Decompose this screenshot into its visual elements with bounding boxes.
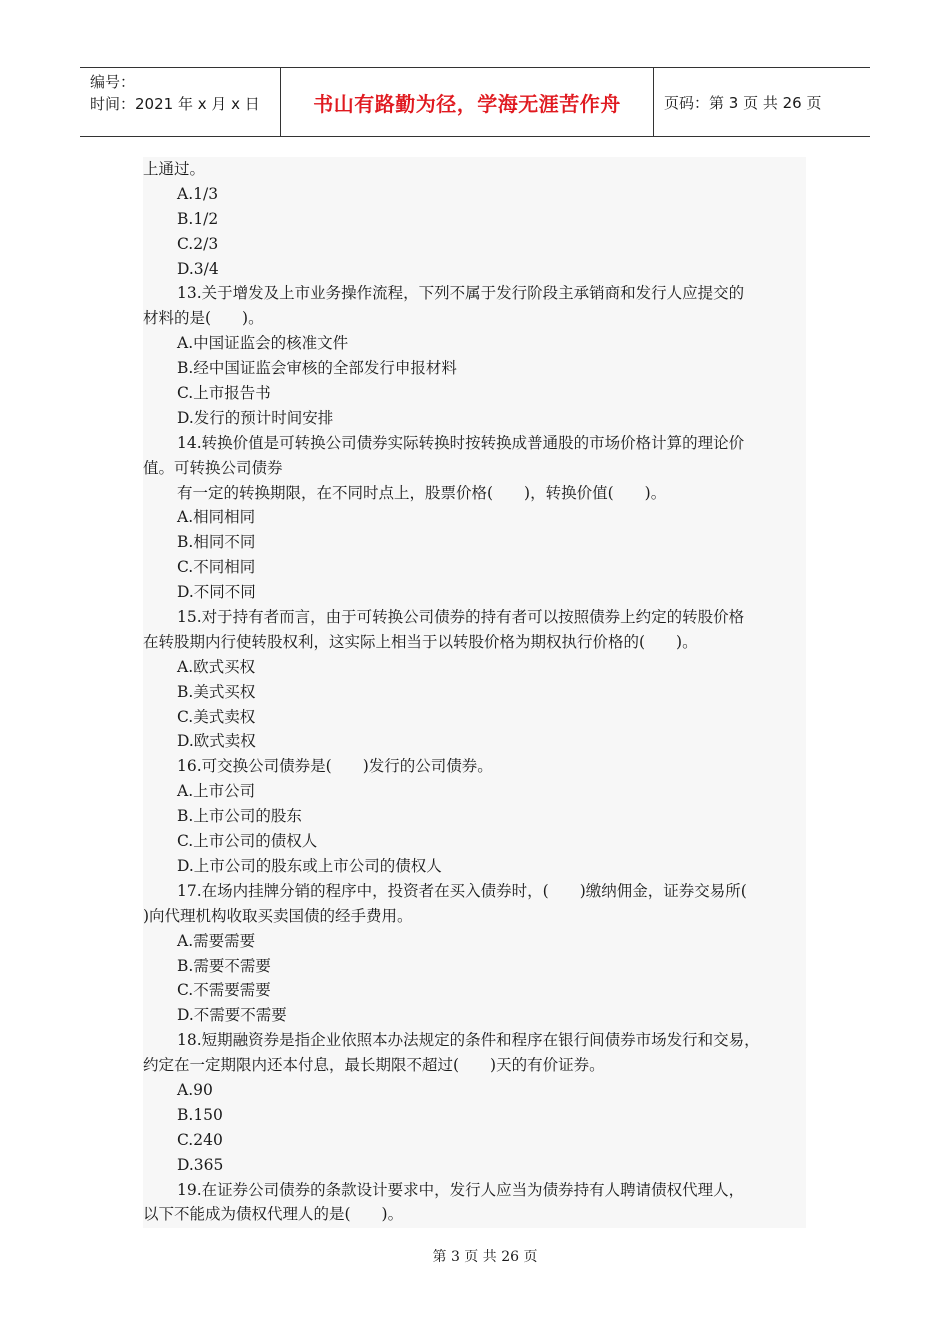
text-line: A.欧式买权 (177, 657, 256, 676)
text-line: )向代理机构收取买卖国债的经手费用。 (143, 906, 413, 925)
text-line: C.上市公司的债权人 (177, 832, 318, 851)
header-motto: 书山有路勤为径，学海无涯苦作舟 (313, 91, 621, 116)
page-footer (0, 1246, 950, 1266)
text-line: C.美式卖权 (177, 707, 256, 726)
text-line: A.相同相同 (177, 508, 256, 527)
document-body (143, 157, 806, 1228)
text-line: 值。可转换公司债券 (143, 458, 283, 477)
text-line: C.上市报告书 (177, 384, 271, 403)
text-line: B.上市公司的股东 (177, 807, 302, 826)
document-number-label: 编号： (90, 73, 136, 91)
text-line: 18.短期融资券是指企业依照本办法规定的条件和程序在银行间债券市场发行和交易， (177, 1031, 760, 1050)
text-line: B.150 (177, 1105, 223, 1124)
text-line: D.不需要不需要 (177, 1006, 287, 1025)
text-line: D.欧式卖权 (177, 732, 256, 751)
page-header (80, 67, 870, 137)
text-line: 在转股期内行使转股权利，这实际上相当于以转股价格为期权执行价格的( )。 (143, 632, 698, 651)
footer-page-number: 第 3 页 共 26 页 (432, 1249, 538, 1265)
text-line: 17.在场内挂牌分销的程序中，投资者在买入债券时，( )缴纳佣金，证券交易所( (177, 881, 747, 900)
text-line: A.中国证监会的核准文件 (177, 334, 349, 353)
text-line: B.美式买权 (177, 682, 256, 701)
text-line: B.1/2 (177, 209, 219, 228)
text-line: D.不同不同 (177, 583, 256, 602)
text-line: C.2/3 (177, 234, 219, 253)
text-line: A.需要需要 (177, 931, 256, 950)
text-line: B.经中国证监会审核的全部发行申报材料 (177, 359, 457, 378)
document-date-label: 时间：2021 年 x 月 x 日 (90, 95, 260, 113)
text-line: A.90 (177, 1080, 213, 1099)
header-page-cell (654, 68, 870, 136)
text-line: C.不需要需要 (177, 981, 271, 1000)
text-line: C.240 (177, 1130, 223, 1149)
text-line: C.不同相同 (177, 558, 256, 577)
text-line: 材料的是( )。 (143, 309, 264, 328)
text-line: 19.在证券公司债券的条款设计要求中，发行人应当为债券持有人聘请债权代理人， (177, 1180, 745, 1199)
text-line: A.上市公司 (177, 782, 256, 801)
text-line: D.发行的预计时间安排 (177, 408, 334, 427)
header-page-info: 页码：第 3 页 共 26 页 (664, 93, 822, 112)
text-line: D.365 (177, 1155, 224, 1174)
header-motto-cell (281, 68, 654, 136)
text-line: 13.关于增发及上市业务操作流程，下列不属于发行阶段主承销商和发行人应提交的 (177, 284, 745, 303)
header-meta-cell (80, 68, 281, 136)
text-line: A.1/3 (177, 184, 219, 203)
text-line: 16.可交换公司债券是( )发行的公司债券。 (177, 757, 493, 776)
text-line: B.相同不同 (177, 533, 256, 552)
text-line: D.上市公司的股东或上市公司的债权人 (177, 856, 442, 875)
text-line: B.需要不需要 (177, 956, 271, 975)
text-line: 约定在一定期限内还本付息，最长期限不超过( )天的有价证券。 (143, 1056, 605, 1075)
text-line: 上通过。 (143, 160, 206, 178)
text-line: 15.对于持有者而言，由于可转换公司债券的持有者可以按照债券上约定的转股价格 (177, 608, 745, 627)
text-line: D.3/4 (177, 259, 219, 278)
text-line: 以下不能成为债权代理人的是( )。 (143, 1205, 404, 1224)
text-line: 14.转换价值是可转换公司债券实际转换时按转换成普通股的市场价格计算的理论价 (177, 433, 745, 452)
text-line: 有一定的转换期限，在不同时点上，股票价格( )，转换价值( )。 (177, 483, 667, 502)
